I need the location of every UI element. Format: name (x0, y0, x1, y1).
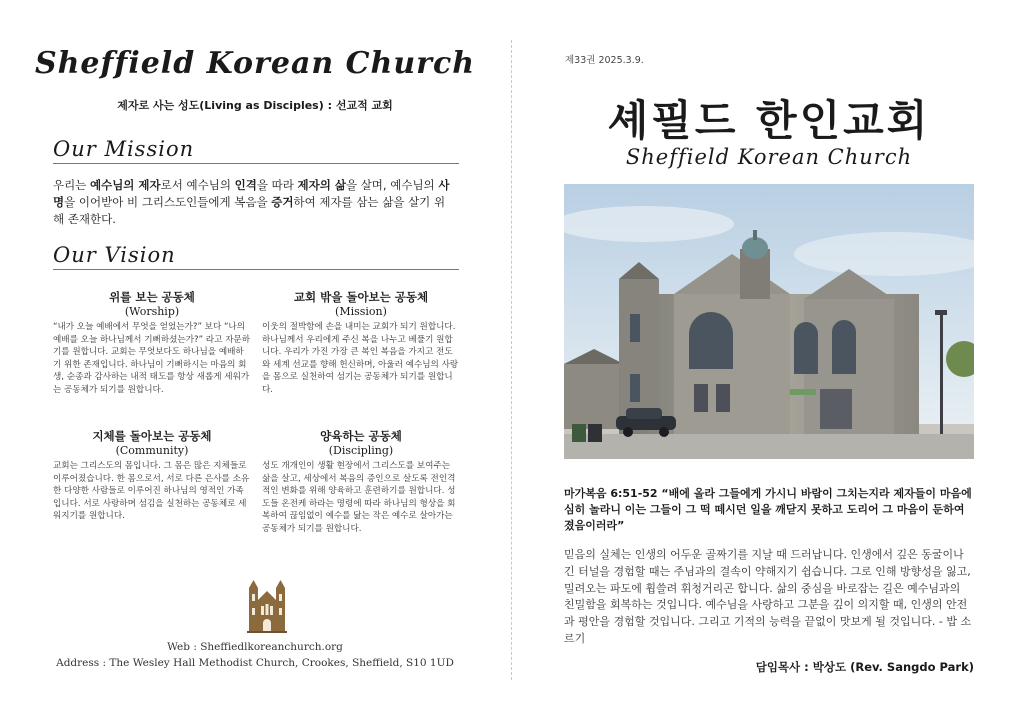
mission-heading: Our Mission (53, 137, 459, 164)
mission-statement (53, 177, 453, 228)
mission-keyword: 증거 (271, 195, 294, 209)
vision-subtitle: (Community) (115, 444, 189, 457)
mission-fragment: 을 따라 (256, 178, 298, 192)
church-title-korean: 셰필드 한인교회 (607, 96, 931, 145)
vision-body: 성도 개개인이 생활 현장에서 그리스도를 보여주는 삶을 살고, 세상에서 복음의 증인으로 살도록 전인격적인 변화를 위해 양육하고 훈련하기를 원합니다. 성도들 온전케 하라는 명령에 따라 하나님의 형상을 회복하여 끊임없이 예수를 닮는 작은 예수로 살아가는 공동체가 되기를 원합니다. (262, 461, 456, 534)
vision-title: 교회 밖을 돌아보는 공동체 (293, 290, 429, 304)
devotional-text: 믿음의 실체는 인생의 어두운 골짜기를 지날 때 드러납니다. 인생에서 깊은 동굴이나 긴 터널을 경험할 때는 주님과의 결속이 약해지기 쉽습니다. 그로 인해 방향성을 잃고, 밀려오는 파도에 휩쓸려 휘청거리곤 합니다. 삶의 중심을 바로잡는 길은 예수님과의 친밀함을 회복하는 것입니다. 예수님을 사랑하고 그분을 깊이 의지할 때, 인생의 안전과 평안을 경험할 것입니다. 그리고 기적의 능력을 끝없이 맛보게 될 것입니다. - 밥 소르기 (564, 548, 972, 645)
mission-keyword: 인격 (234, 178, 257, 192)
vision-subtitle: (Worship) (124, 305, 180, 318)
vision-community (53, 428, 251, 523)
mission-keyword: 예수님의 제자 (89, 178, 161, 192)
vision-title: 위를 보는 공동체 (109, 290, 195, 304)
vision-body: “내가 오늘 예배에서 무엇을 얻었는가?” 보다 “나의 예배를 오늘 하나님께서 기뻐하셨는가?” 라고 자문하기를 원합니다. 교회는 무엇보다도 하나님을 예배하기 위한 존재입니다. 하나님이 기뻐하시는 마음의 회생, 순종과 감사하는 내적 태도를 항상 새롭게 세워가는 공동체가 되기를 원합니다. (53, 322, 251, 395)
church-title-english-right: Sheffield Korean Church (625, 145, 913, 169)
mission-keyword: 제자의 삶 (297, 178, 346, 192)
fold-line (511, 40, 512, 680)
mission-fragment: 을 이어받아 비 그리스도인들에게 복음을 (64, 195, 272, 209)
pastor-credit: 담임목사 : 박상도 (Rev. Sangdo Park) (755, 660, 974, 674)
scripture-verse: 마가복음 6:51-52 “배에 올라 그들에게 가시니 바람이 그치는지라 제자들이 마음에 심히 놀라니 이는 그들이 그 떡 떼시던 일을 깨닫지 못하고 도리어 그 마음이 둔하여졌음이러라” (564, 487, 972, 532)
mission-fragment: 우리는 (53, 178, 90, 192)
church-logo-icon (245, 578, 289, 634)
vision-title: 지체를 돌아보는 공동체 (92, 429, 212, 443)
church-title-english: Sheffield Korean Church (34, 46, 476, 81)
mission-keyword: 사명 (53, 178, 450, 209)
church-photo (564, 184, 974, 459)
vision-subtitle: (Mission) (335, 305, 387, 318)
web-address: Web : Sheffiedlkoreanchurch.org (167, 641, 343, 653)
church-motto: 제자로 사는 성도(Living as Disciples) : 선교적 교회 (117, 99, 393, 112)
vision-subtitle: (Discipling) (328, 444, 394, 457)
postal-address: Address : The Wesley Hall Methodist Church, Crookes, Sheffield, S10 1UD (56, 657, 454, 669)
mission-fragment: 하여 제자를 삼는 삶을 살기 위해 존재한다. (53, 195, 446, 226)
vision-mission (262, 289, 460, 397)
mission-fragment: 을 살며, 예수님의 (345, 178, 439, 192)
vision-body: 교회는 그리스도의 몸입니다. 그 몸은 많은 지체들로 이루어졌습니다. 한 몸으로서, 서로 다른 은사를 소유한 다양한 사람들로 이루어진 하나님의 영적인 가족입니다. 서로 사랑하며 섬김을 실천하는 공동체로 세워지기를 원합니다. (53, 461, 250, 522)
vision-body: 이웃의 절박함에 손을 내미는 교회가 되기 원합니다. 하나님께서 우리에게 주신 복을 나누고 베풀기 원합니다. 우리가 가진 가장 큰 복인 복음을 가지고 전도와 세계 선교를 향해 헌신하며, 아울러 예수님의 사랑을 몸으로 실천하여 섬기는 공동체가 되기를 원합니다. (262, 322, 459, 395)
mission-fragment: 로서 예수님의 (160, 178, 235, 192)
vision-title: 양육하는 공동체 (320, 429, 402, 443)
issue-date: 제33권 2025.3.9. (565, 55, 644, 66)
vision-heading: Our Vision (53, 243, 459, 270)
vision-discipling (262, 428, 460, 536)
vision-worship (53, 289, 251, 397)
